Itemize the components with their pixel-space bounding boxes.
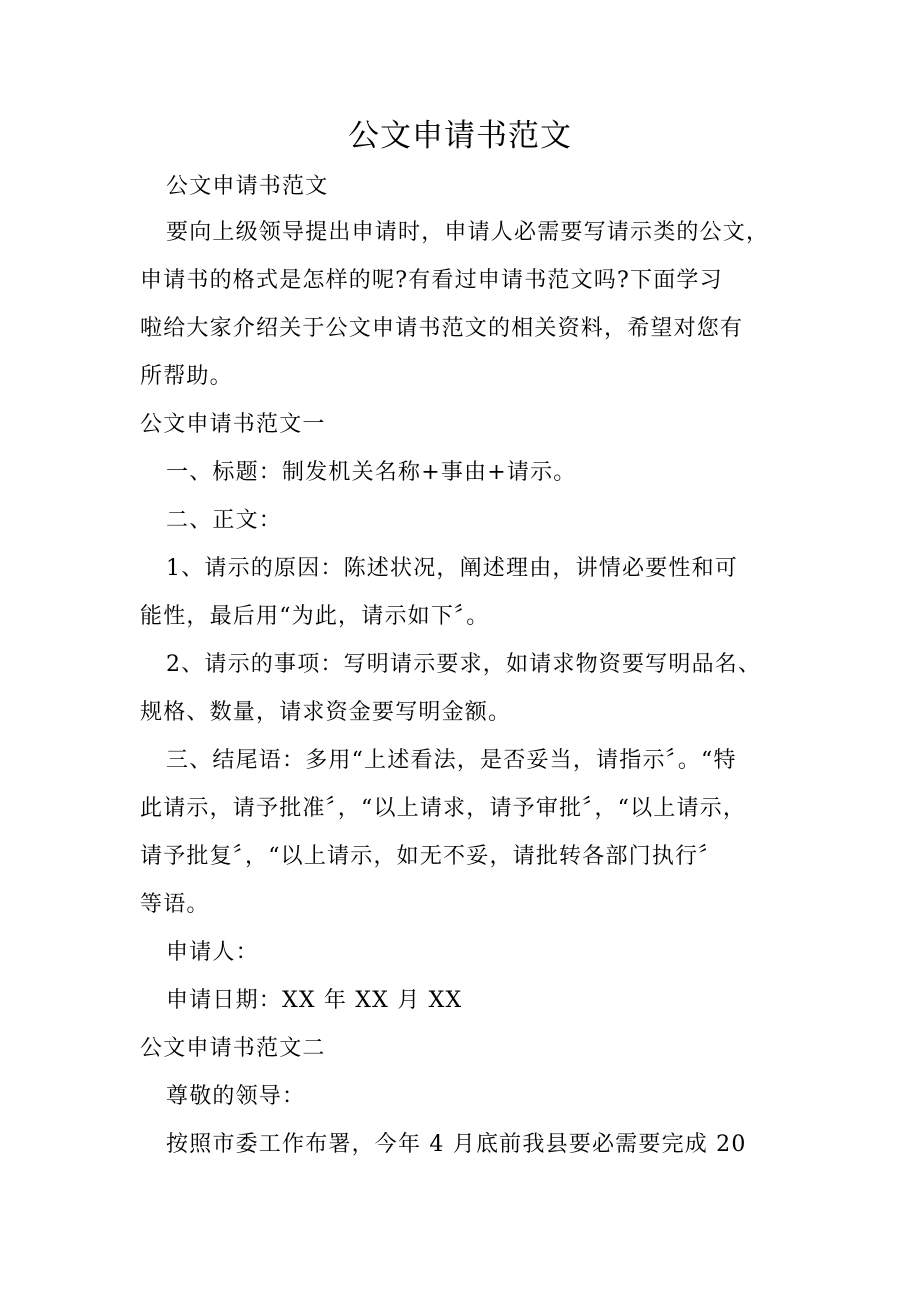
text-line: 能性，最后用“为此，请示如下〞。 <box>140 604 490 629</box>
text-line: 等语。 <box>140 892 210 917</box>
text-line: 请予批复〞，“以上请示，如无不妥，请批转各部门执行〞 <box>140 844 722 869</box>
salutation: 尊敬的领导： <box>166 1084 306 1109</box>
text-line: 按照市委工作布署，今年 4 月底前我县要必需要完成 20 <box>166 1132 747 1157</box>
section-heading: 公文申请书范文一 <box>140 412 326 437</box>
text-line: 公文申请书范文 <box>166 174 329 199</box>
text-line: 啦给大家介绍关于公文申请书范文的相关资料，希望对您有 <box>140 316 744 341</box>
text-line: 三、结尾语：多用“上述看法，是否妥当，请指示〞。“特 <box>166 748 737 773</box>
text-line: 二、正文： <box>166 508 283 533</box>
applicant-label: 申请人： <box>166 940 259 965</box>
text-line: 2、请示的事项：写明请示要求，如请求物资要写明品名、 <box>166 652 762 677</box>
application-date: 申请日期：XX 年 XX 月 XX <box>166 988 463 1013</box>
text-line: 要向上级领导提出申请时，申请人必需要写请示类的公文， <box>166 220 770 245</box>
document-title: 公文申请书范文 <box>348 118 572 154</box>
text-line: 申请书的格式是怎样的呢?有看过申请书范文吗?下面学习 <box>140 268 723 293</box>
text-line: 所帮助。 <box>140 364 233 389</box>
text-line: 1、请示的原因：陈述状况，阐述理由，讲情必要性和可 <box>166 556 738 581</box>
section-heading: 公文申请书范文二 <box>140 1036 326 1061</box>
text-line: 规格、数量，请求资金要写明金额。 <box>140 700 512 725</box>
text-line: 一、标题：制发机关名称+事由+请示。 <box>166 460 577 485</box>
text-line: 此请示，请予批准〞，“以上请求，请予审批〞，“以上请示， <box>140 796 747 821</box>
